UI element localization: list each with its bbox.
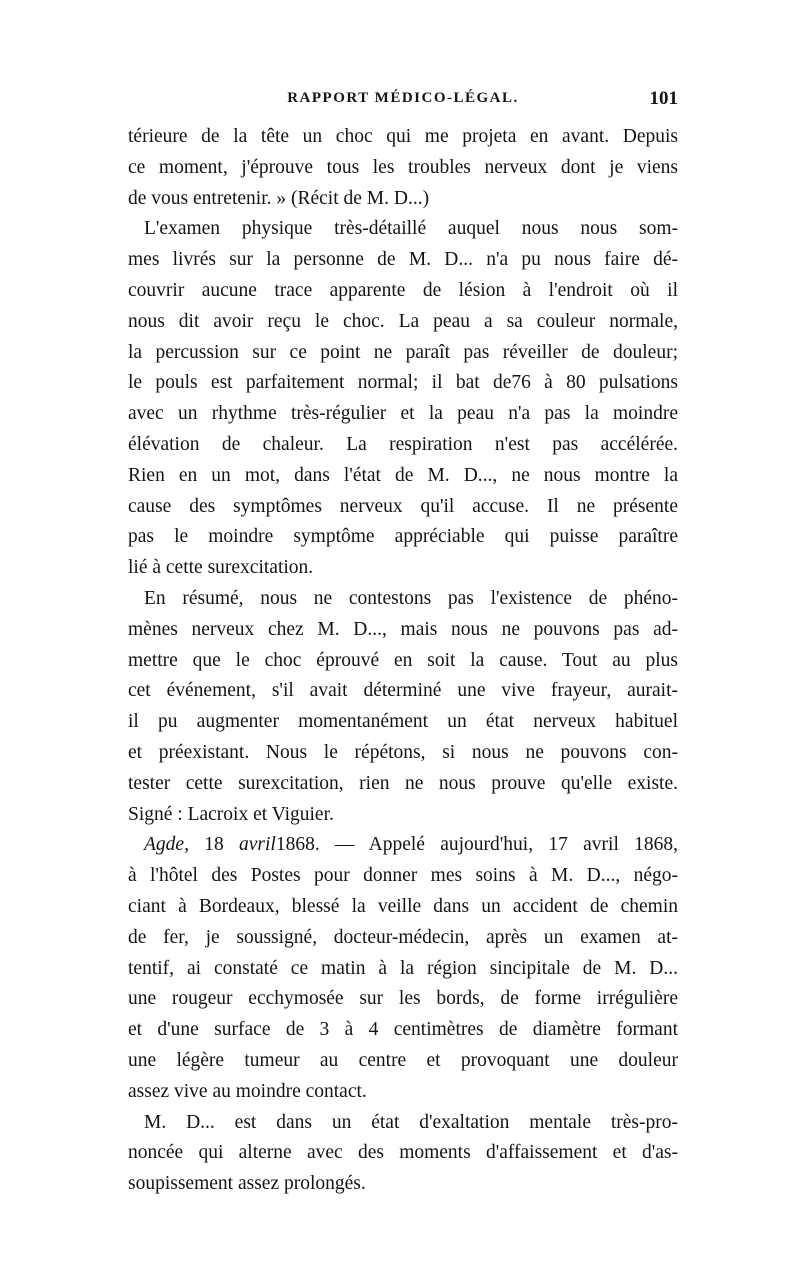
text-run: 18 — [188, 834, 239, 856]
text-line: et préexistant. Nous le répétons, si nous ne pouvons con- — [128, 741, 678, 763]
text-line: ce moment, j'éprouve tous les troubles nerveux dont je viens — [128, 156, 678, 178]
text-line: L'examen physique très-détaillé auquel nous nous som- — [144, 218, 678, 240]
italic-text: Agde, — [144, 834, 189, 856]
text-line: térieure de la tête un choc qui me projeta en avant. Depuis — [128, 126, 678, 147]
page-number: 101 — [649, 88, 678, 109]
text-line: M. D... est dans un état d'exaltation mentale très-pro- — [144, 1111, 678, 1133]
text-line: avec un rhythme très-régulier et la peau n'a pas la moindre — [128, 403, 678, 425]
italic-text: avril — [238, 834, 276, 856]
text-line: mettre que le choc éprouvé en soit la cause. Tout au plus — [128, 649, 678, 671]
text-line — [128, 830, 678, 861]
text-line: tentif, ai constaté ce matin à la région sincipitale de M. D... — [128, 957, 678, 979]
text-line: élévation de chaleur. La respiration n'est pas accélérée. — [128, 433, 678, 455]
text-line: à l'hôtel des Postes pour donner mes soins à M. D..., négo- — [128, 865, 678, 887]
text-line: assez vive au moindre contact. — [128, 1080, 367, 1102]
text-line: pas le moindre symptôme appréciable qui puisse paraître — [128, 526, 678, 548]
text-line: de fer, je soussigné, docteur-médecin, après un examen at- — [128, 926, 678, 948]
text-line: et d'une surface de 3 à 4 centimètres de diamètre formant — [128, 1019, 678, 1041]
running-head — [128, 90, 678, 114]
text-line: cet événement, s'il avait déterminé une vive frayeur, aurait- — [128, 680, 678, 702]
text-line: de vous entretenir. » (Récit de M. D...) — [128, 187, 430, 209]
text-line: Rien en un mot, dans l'état de M. D..., ne nous montre la — [128, 464, 678, 486]
running-title: RAPPORT MÉDICO-LÉGAL. — [287, 90, 519, 106]
text-line: il pu augmenter momentanément un état nerveux habituel — [128, 711, 678, 733]
text-line: couvrir aucune trace apparente de lésion à l'endroit où il — [128, 279, 678, 301]
text-line: une rougeur ecchymosée sur les bords, de forme irrégulière — [128, 988, 678, 1010]
text-line: cause des symptômes nerveux qu'il accuse. Il ne présente — [128, 495, 678, 517]
text-line: mènes nerveux chez M. D..., mais nous ne pouvons pas ad- — [128, 618, 678, 640]
text-line: mes livrés sur la personne de M. D... n'a pu nous faire dé- — [128, 249, 678, 271]
text-line: une légère tumeur au centre et provoquant une douleur — [128, 1049, 678, 1071]
text-line: En résumé, nous ne contestons pas l'existence de phéno- — [144, 587, 678, 609]
text-line: le pouls est parfaitement normal; il bat de76 à 80 pulsations — [128, 372, 678, 394]
body-text — [128, 122, 678, 1200]
text-line: soupissement assez prolongés. — [128, 1173, 366, 1195]
text-line: tester cette surexcitation, rien ne nous prouve qu'elle existe. — [128, 772, 678, 794]
text-line: nous dit avoir reçu le choc. La peau a sa couleur normale, — [128, 310, 678, 332]
text-line: la percussion sur ce point ne paraît pas réveiller de douleur; — [128, 341, 678, 363]
text-line: Signé : Lacroix et Viguier. — [128, 803, 334, 825]
text-line: lié à cette surexcitation. — [128, 557, 314, 579]
text-line: noncée qui alterne avec des moments d'affaissement et d'as- — [128, 1142, 678, 1164]
text-run: 1868. — Appelé aujourd'hui, 17 avril 1868, — [275, 834, 679, 856]
text-line: ciant à Bordeaux, blessé la veille dans un accident de chemin — [128, 895, 678, 917]
